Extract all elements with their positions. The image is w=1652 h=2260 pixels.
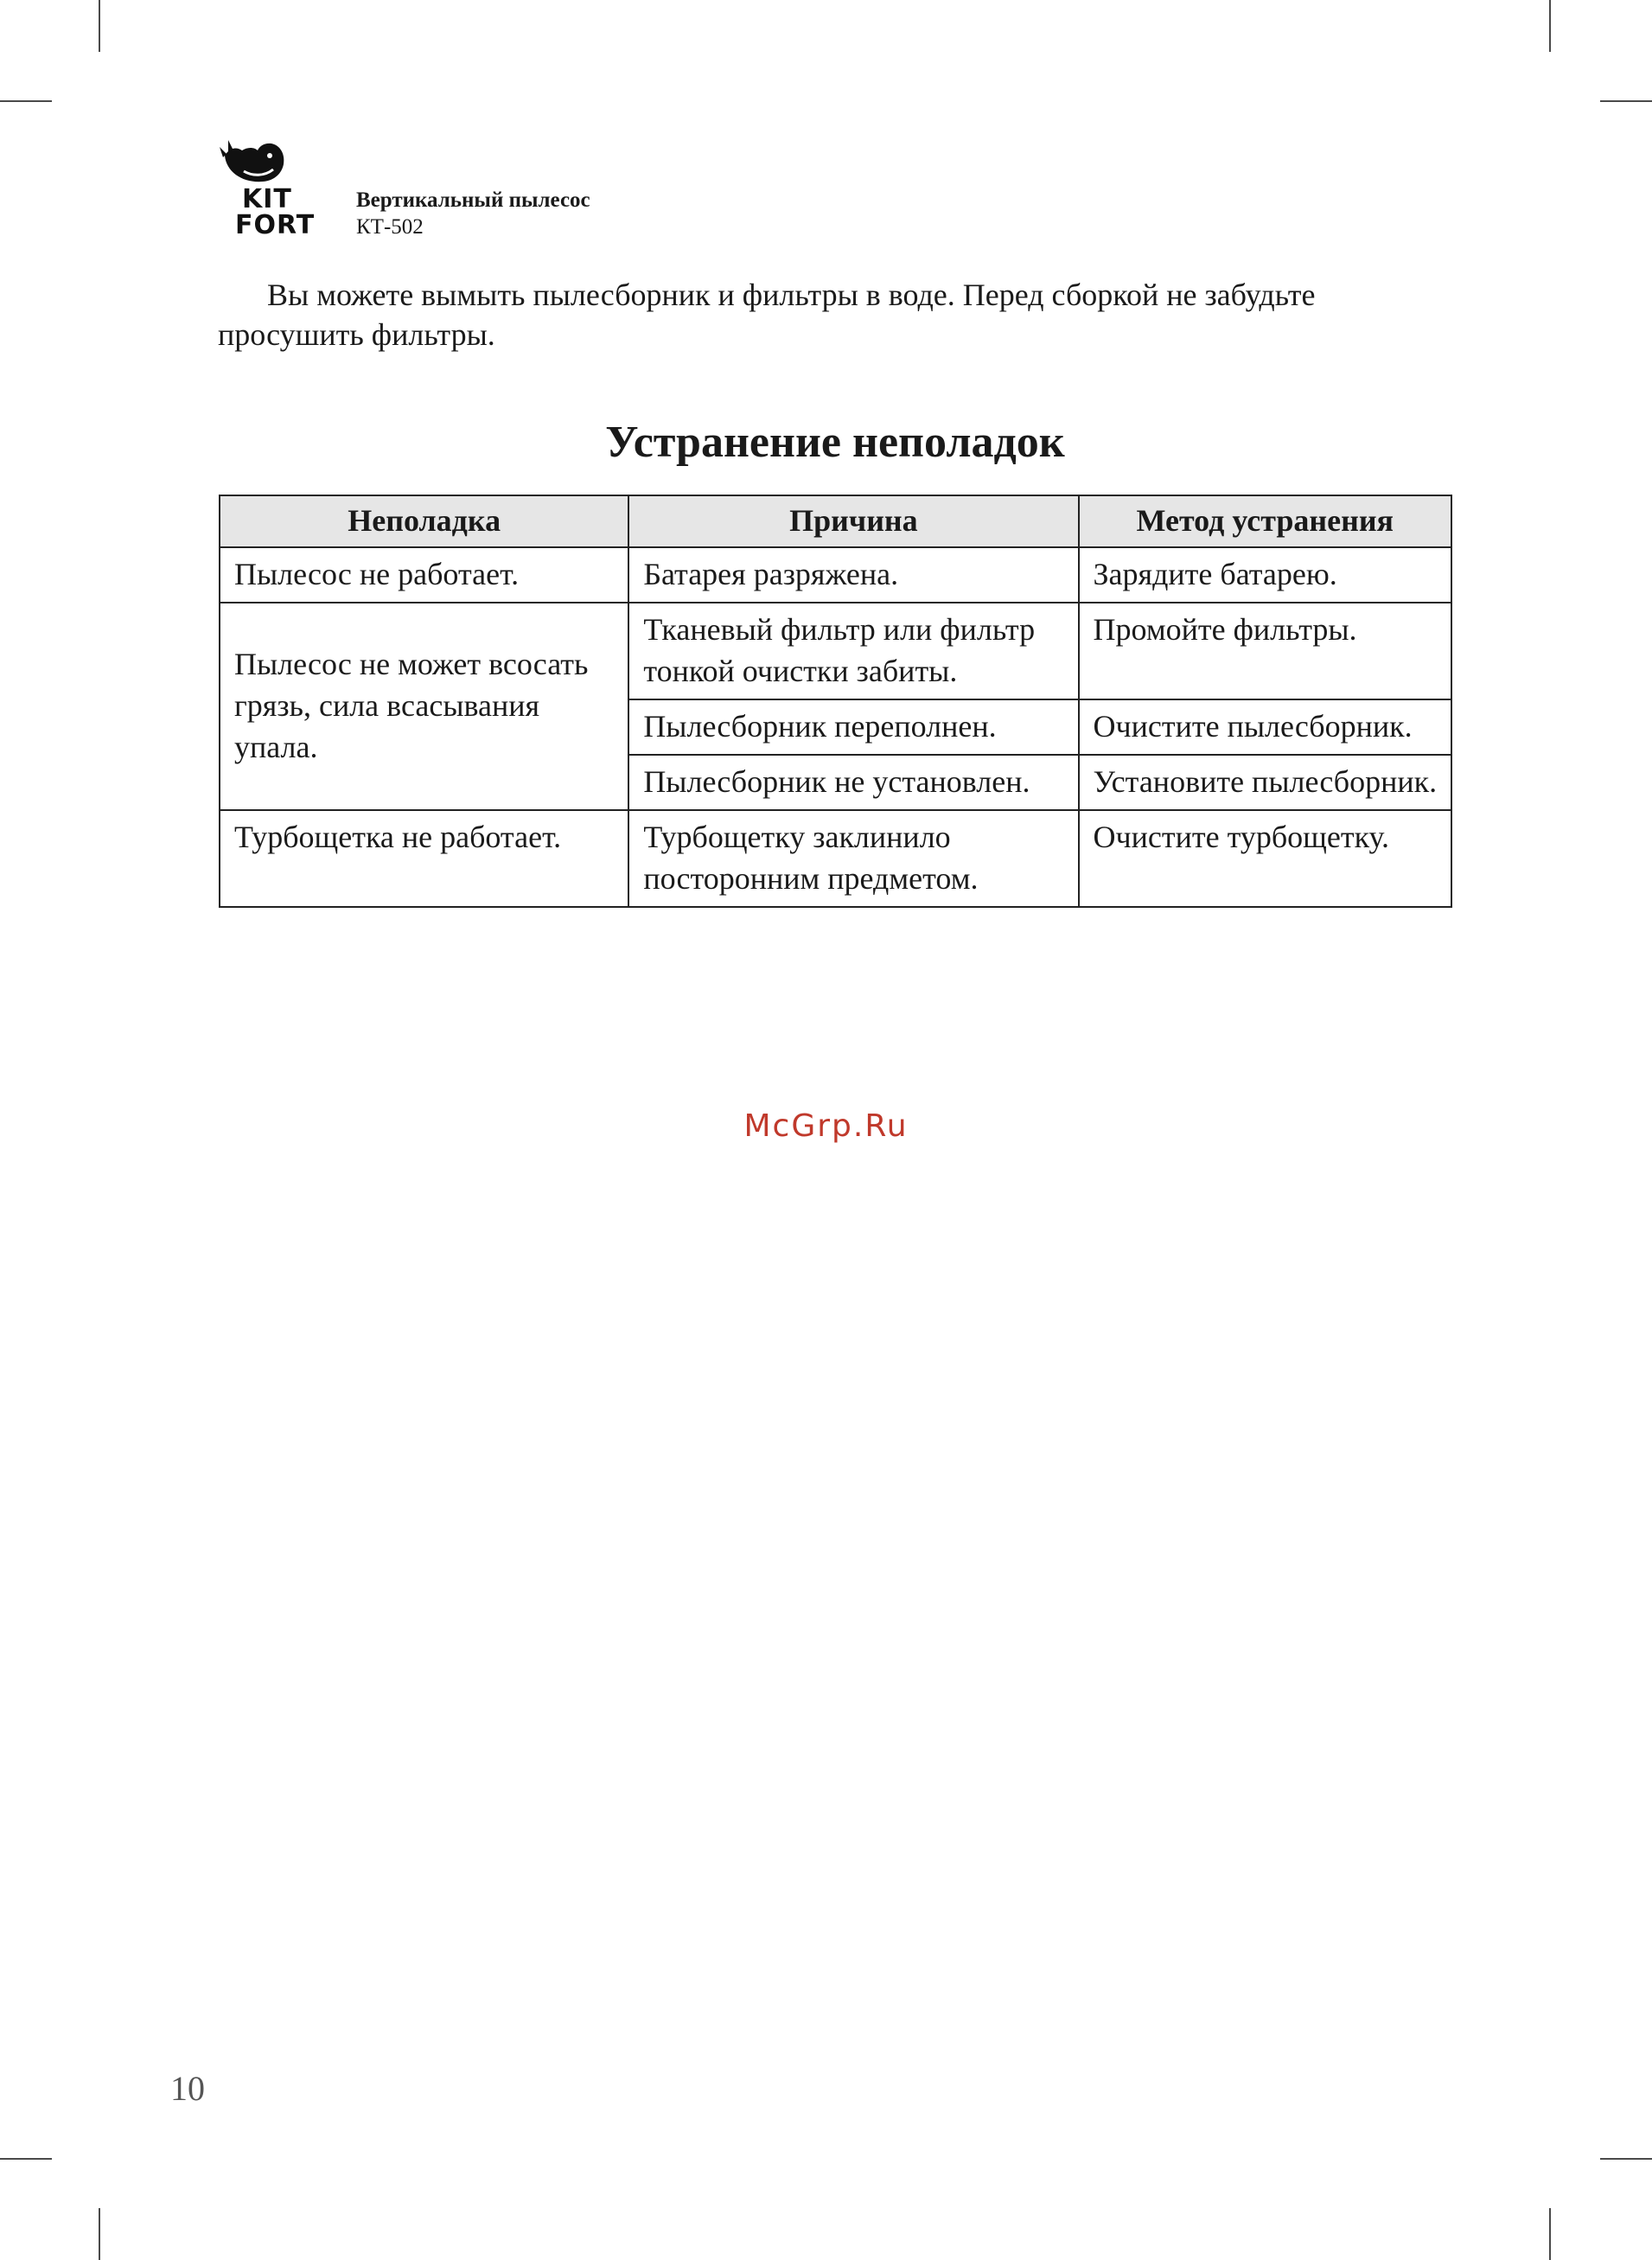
page-number: 10 — [170, 2069, 205, 2108]
cause-cell: Пылесборник переполнен. — [628, 699, 1078, 755]
remedy-cell: Установите пылесборник. — [1079, 755, 1451, 810]
crop-mark — [0, 100, 52, 102]
problem-cell: Пылесос не работает. — [220, 547, 628, 603]
column-header-problem: Неполадка — [220, 495, 628, 547]
crop-mark — [99, 2208, 100, 2260]
intro-line-1: Вы можете вымыть пылесборник и фильтры в воде. Перед сборкой не забудьте — [267, 278, 1316, 312]
table-row — [220, 810, 1451, 907]
watermark-link[interactable]: McGrp.Ru — [743, 1108, 909, 1144]
column-header-cause: Причина — [628, 495, 1078, 547]
table-header-row — [220, 495, 1451, 547]
cause-cell: Турбощетку заклинило посторонним предметом. — [628, 810, 1078, 907]
table-row — [220, 603, 1451, 699]
logo-text-kit: KIT — [242, 184, 292, 214]
kitfort-logo — [216, 138, 328, 242]
table-row — [220, 547, 1451, 603]
document-info — [356, 187, 590, 240]
intro-line-2: просушить фильтры. — [218, 317, 495, 352]
whale-icon — [218, 138, 287, 188]
cause-cell: Тканевый фильтр или фильтр тонкой очистки забиты. — [628, 603, 1078, 699]
crop-mark — [0, 2158, 52, 2160]
column-header-remedy: Метод устранения — [1079, 495, 1451, 547]
logo-text-fort: FORT — [235, 210, 316, 240]
section-title: Устранение неполадок — [605, 418, 1065, 467]
page-header — [216, 138, 735, 242]
remedy-cell: Промойте фильтры. — [1079, 603, 1451, 699]
remedy-cell: Зарядите батарею. — [1079, 547, 1451, 603]
remedy-cell: Очистите турбощетку. — [1079, 810, 1451, 907]
model-number: КТ-502 — [356, 215, 424, 239]
crop-mark — [99, 0, 100, 52]
cause-cell: Пылесборник не установлен. — [628, 755, 1078, 810]
cause-cell: Батарея разряжена. — [628, 547, 1078, 603]
problem-cell: Пылесос не может всосать грязь, сила всасывания упала. — [220, 603, 628, 810]
intro-paragraph — [218, 275, 1445, 354]
crop-mark — [1549, 2208, 1551, 2260]
crop-mark — [1600, 2158, 1652, 2160]
crop-mark — [1549, 0, 1551, 52]
product-title: Вертикальный пылесос — [356, 188, 590, 212]
troubleshooting-table — [219, 495, 1452, 908]
problem-cell: Турбощетка не работает. — [220, 810, 628, 907]
remedy-cell: Очистите пылесборник. — [1079, 699, 1451, 755]
crop-mark — [1600, 100, 1652, 102]
